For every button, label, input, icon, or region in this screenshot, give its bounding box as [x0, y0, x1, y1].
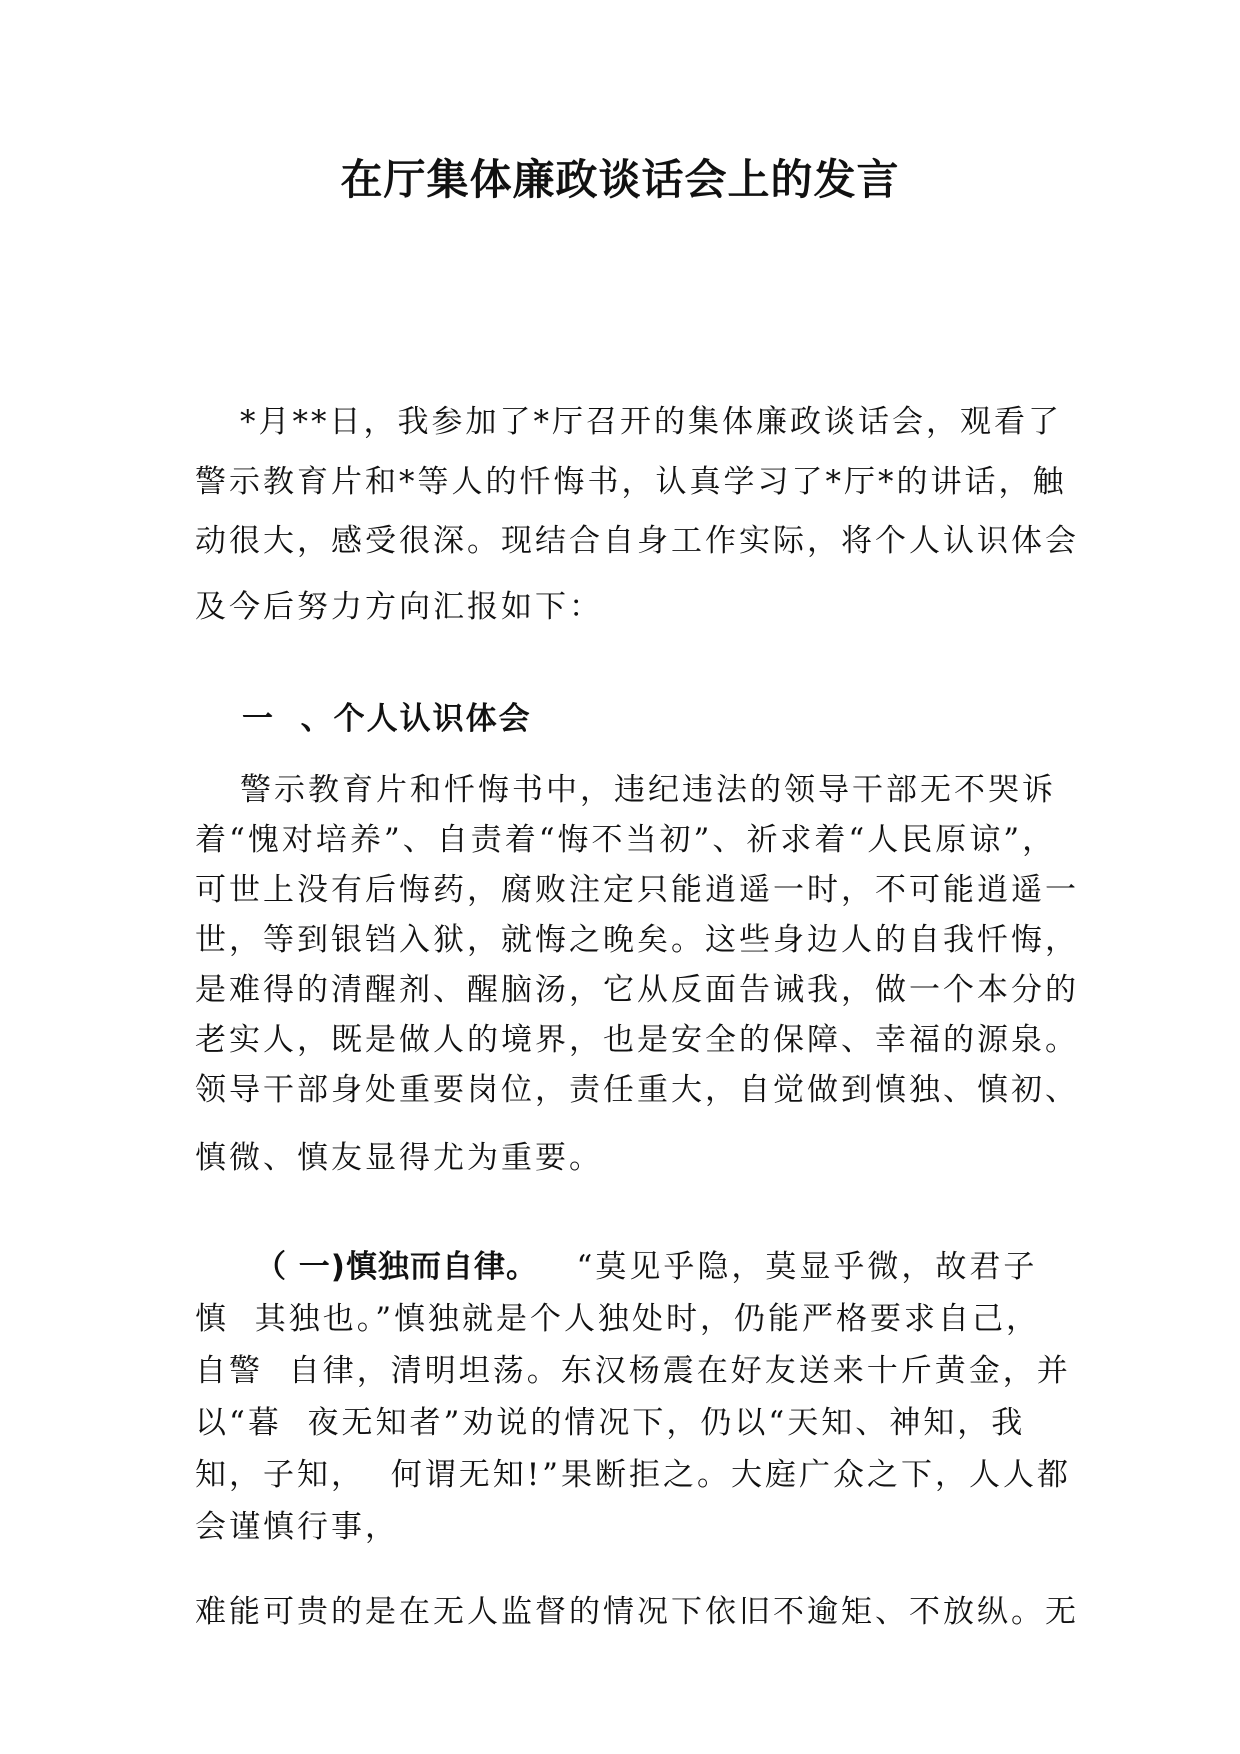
- section1-line-3: 可世上没有后悔药，腐败注定只能逍遥一时，不可能逍遥一: [195, 872, 1079, 908]
- subsection1-first-line: [255, 1245, 1037, 1289]
- intro-line-1: *月**日，我参加了*厅召开的集体廉政谈话会，观看了: [240, 404, 1062, 440]
- subsection1-line-6: 会谨慎行事，: [195, 1509, 399, 1545]
- section1-line-4: 世，等到银铛入狱，就悔之晚矣。这些身边人的自我忏悔，: [195, 922, 1079, 958]
- intro-line-4: 及今后努力方向汇报如下：: [195, 589, 603, 625]
- closing-line: 难能可贵的是在无人监督的情况下依旧不逾矩、不放纵。无: [195, 1594, 1079, 1630]
- intro-line-2: 警示教育片和*等人的忏悔书，认真学习了*厅*的讲话，触: [195, 464, 1067, 500]
- section-heading-1: 一 、个人认识体会: [242, 701, 532, 737]
- subsection1-label: （ 一)慎独而自律。: [255, 1249, 538, 1285]
- subsection1-line-4: 以“暮 夜无知者”劝说的情况下，仍以“天知、神知，我: [195, 1405, 1026, 1441]
- subsection1-line-2: 慎 其独也。”慎独就是个人独处时，仍能严格要求自己，: [195, 1301, 1041, 1337]
- section1-line-5: 是难得的清醒剂、醒脑汤，它从反面告诫我，做一个本分的: [195, 972, 1079, 1008]
- document-title: 在厅集体廉政谈话会上的发言: [340, 155, 900, 204]
- section1-line-1: 警示教育片和忏悔书中，违纪违法的领导干部无不哭诉: [240, 772, 1056, 808]
- section1-line-7: 领导干部身处重要岗位，责任重大，自觉做到慎独、慎初、: [195, 1072, 1079, 1108]
- section1-line-6: 老实人，既是做人的境界，也是安全的保障、幸福的源泉。: [195, 1022, 1079, 1058]
- subsection1-first-text: “莫见乎隐，莫显乎微，故君子: [537, 1249, 1038, 1285]
- subsection1-line-5: 知，子知， 何谓无知!”果断拒之。大庭广众之下，人人都: [195, 1457, 1072, 1493]
- subsection1-line-3: 自警 自律，清明坦荡。东汉杨震在好友送来十斤黄金，并: [195, 1353, 1071, 1389]
- section1-line-8: 慎微、慎友显得尤为重要。: [195, 1140, 603, 1176]
- section1-line-2: 着“愧对培养”、自责着“悔不当初”、祈求着“人民原谅”，: [195, 822, 1057, 858]
- intro-line-3: 动很大，感受很深。现结合自身工作实际，将个人认识体会: [195, 523, 1079, 559]
